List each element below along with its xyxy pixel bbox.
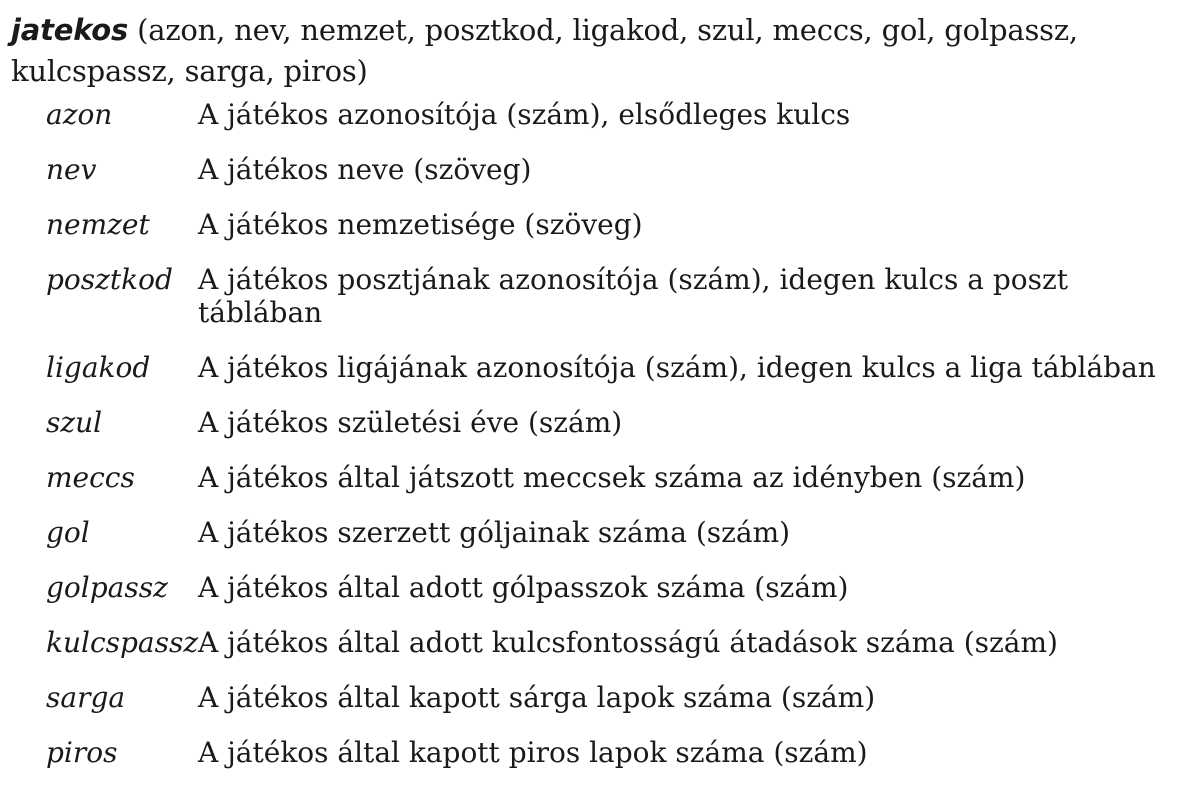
field-name: piros [46, 736, 118, 769]
field-name: posztkod [46, 263, 173, 296]
field-description: A játékos azonosítója (szám), elsődleges kulcs [198, 98, 851, 131]
field-row [46, 461, 1196, 494]
field-description: A játékos szerzett góljainak száma (szám) [198, 516, 791, 549]
field-row [46, 351, 1196, 384]
field-row [46, 406, 1196, 439]
field-row [46, 98, 1196, 131]
field-name: kulcspassz [46, 626, 199, 659]
field-description: A játékos által kapott sárga lapok száma (szám) [198, 681, 876, 714]
field-description: A játékos neve (szöveg) [198, 153, 532, 186]
field-description: A játékos születési éve (szám) [198, 406, 623, 439]
field-name: gol [46, 516, 90, 549]
table-definition [11, 10, 1191, 92]
field-description: A játékos által kapott piros lapok száma (szám) [198, 736, 868, 769]
field-name: ligakod [46, 351, 151, 384]
field-row [46, 153, 1196, 186]
field-description: A játékos nemzetisége (szöveg) [198, 208, 643, 241]
field-name: azon [46, 98, 113, 131]
field-name: sarga [46, 681, 126, 714]
field-description: A játékos által adott kulcsfontosságú átadások száma (szám) [198, 626, 1058, 659]
field-name: golpassz [46, 571, 168, 604]
field-list [46, 98, 1196, 791]
table-columns: (azon, nev, nemzet, posztkod, ligakod, szul, meccs, gol, golpassz, kulcspassz, sarga, piros) [11, 13, 1078, 88]
table-name: jatekos [11, 13, 129, 47]
field-description: A játékos által játszott meccsek száma az idényben (szám) [198, 461, 1026, 494]
field-description: A játékos posztjának azonosítója (szám), idegen kulcs a poszt táblában [198, 263, 1068, 329]
field-row [46, 681, 1196, 714]
field-row [46, 571, 1196, 604]
field-row [46, 263, 1196, 329]
field-name: meccs [46, 461, 135, 494]
field-row [46, 208, 1196, 241]
field-row [46, 736, 1196, 769]
field-name: nev [46, 153, 97, 186]
field-row [46, 626, 1196, 659]
field-description: A játékos által adott gólpasszok száma (szám) [198, 571, 849, 604]
field-name: nemzet [46, 208, 150, 241]
field-description: A játékos ligájának azonosítója (szám), idegen kulcs a liga táblában [198, 351, 1156, 384]
field-row [46, 516, 1196, 549]
field-name: szul [46, 406, 103, 439]
